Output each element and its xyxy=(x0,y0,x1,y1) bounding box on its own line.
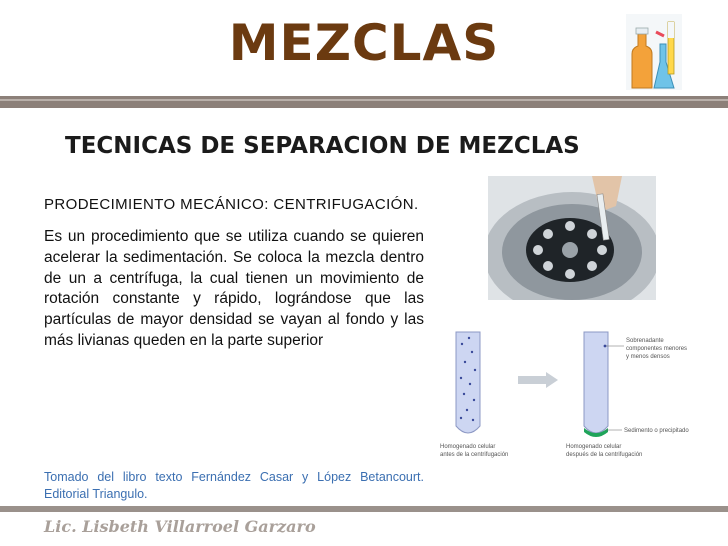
chemistry-flask-icon xyxy=(626,14,682,90)
slide-title: MEZCLAS xyxy=(228,14,500,72)
top-divider-line xyxy=(0,99,728,101)
centrifuge-photo xyxy=(488,176,656,300)
description-paragraph: Es un procedimiento que se utiliza cuando se quieren acelerar la sedimentación. Se coloca la mezcla dentro de un a centrífuga, la cual tienen un movimiento de rotación constante y rápido, lográndose que las partículas de mayor densidad se vayan al fondo y las más livianas queden en la parte superior xyxy=(44,228,424,349)
procedure-heading: PRODECIMIENTO MECÁNICO: CENTRIFUGACIÓN. xyxy=(44,196,419,213)
source-citation: Tomado del libro texto Fernández Casar y López Betancourt. Editorial Triangulo. xyxy=(44,470,424,501)
before-label: Homogenado celular xyxy=(440,444,496,450)
after-label: Homogenado celular xyxy=(566,444,622,450)
centrifugation-diagram xyxy=(434,322,694,472)
author-signature: Lic. Lisbeth Villarroel Garzaro xyxy=(44,517,316,536)
supernatant-label-2: componentes menores xyxy=(626,346,688,352)
sediment-label: Sedimento o precipitado xyxy=(624,428,689,434)
top-divider-bar xyxy=(0,96,728,108)
before-label-2: antes de la centrifugación xyxy=(440,452,509,458)
slide-subtitle: TECNICAS DE SEPARACION DE MEZCLAS xyxy=(65,133,580,159)
after-label-2: después de la centrifugación xyxy=(566,452,643,458)
supernatant-label-3: y menos densos xyxy=(626,354,670,360)
supernatant-label: Sobrenadante xyxy=(626,338,664,344)
bottom-divider-bar xyxy=(0,506,728,512)
